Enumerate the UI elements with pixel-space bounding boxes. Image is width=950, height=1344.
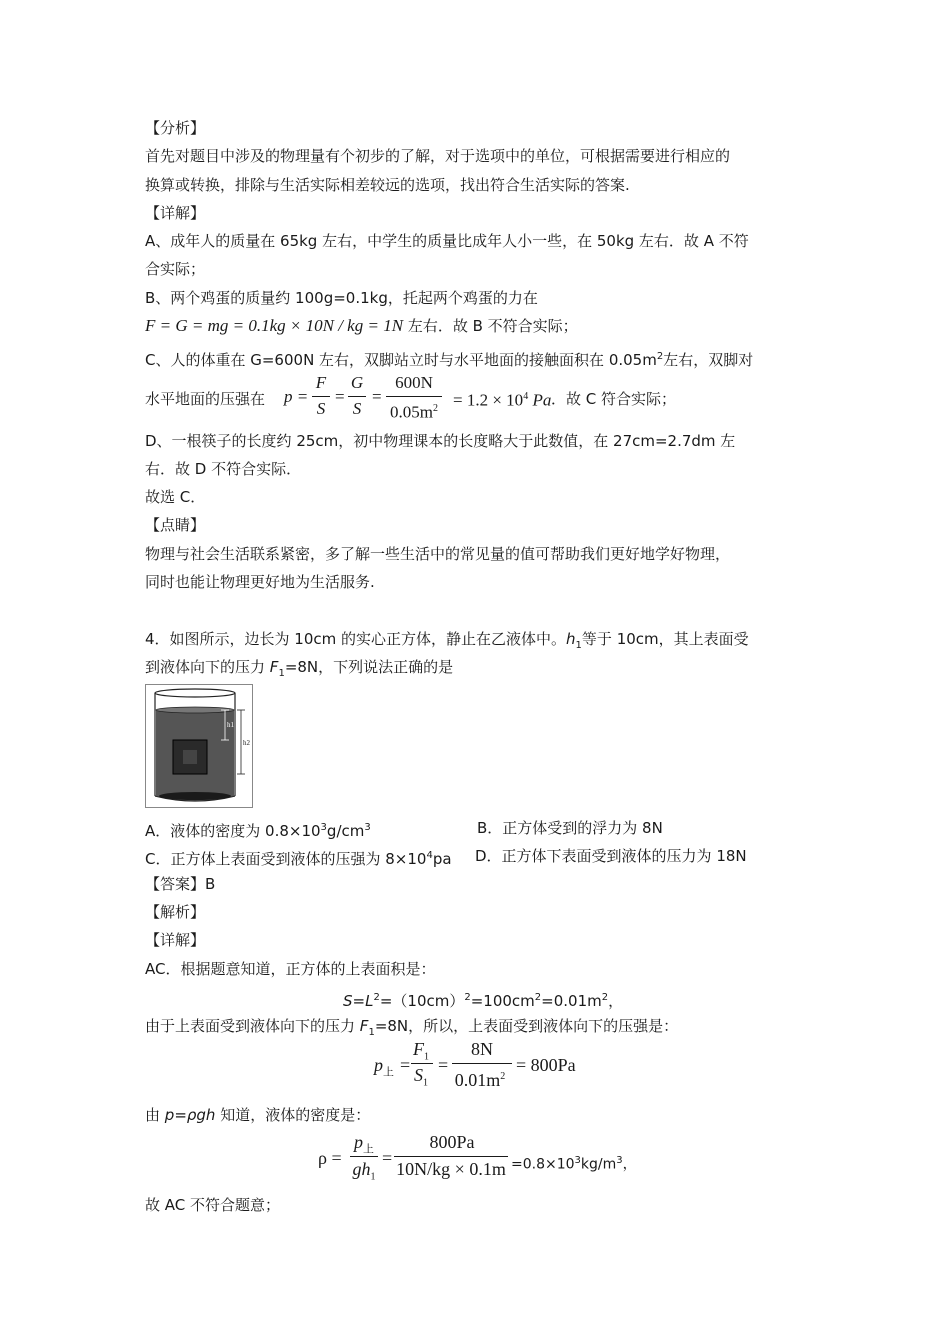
- weight-formula: F = G = mg = 0.1kg × 10N / kg = 1N: [145, 316, 404, 335]
- eq1-p: $p_上$: [374, 1055, 394, 1079]
- eq2-den: 10N/kg × 0.1m: [396, 1159, 506, 1179]
- option-b-tail: 左右．故 B 不符合实际；: [407, 317, 578, 335]
- pressure-result: = $1.2 \times 10^4$ Pa: [453, 390, 552, 410]
- answer-label: 【答案】B: [145, 875, 216, 893]
- beaker-cube-figure: [145, 684, 253, 808]
- option-c-tail: ．故 C 符合实际；: [551, 390, 677, 408]
- frac-bar: [411, 1063, 433, 1064]
- eq2-p-num: $p_上$: [354, 1132, 374, 1156]
- option-b: B．正方体受到的浮力为 8N: [477, 819, 663, 837]
- question-4-line-1: 4．如图所示，边长为 10cm 的实心正方体，静止在乙液体中。$h_1$等于 10cm，其上表面受: [145, 630, 749, 651]
- option-a-line-2: 合实际；: [145, 260, 206, 278]
- eq1-s-den: $S_1$: [414, 1065, 428, 1089]
- label-h1: h1: [227, 721, 234, 729]
- option-b-line-2: [145, 316, 578, 336]
- frac-bar: [350, 1156, 378, 1157]
- dianjing-line-1: 物理与社会生活联系紧密，多了解一些生活中的常见量的值可帮助我们更好地学好物理，: [145, 545, 731, 563]
- option-d: D．正方体下表面受到液体的压力为 18N: [475, 847, 747, 865]
- frac-f-num: F: [315, 373, 327, 392]
- conclusion-line: 故 AC 不符合题意；: [145, 1196, 281, 1214]
- area-equation: $S=L^2=(10cm)^2=100cm^2=0.01m^2$，: [343, 992, 624, 1010]
- eq1-result: = 800Pa: [516, 1055, 576, 1075]
- option-c-line-2-pre: 水平地面的压强在: [145, 390, 266, 408]
- eq1-001m-den: $0.01m^2$: [454, 1070, 506, 1090]
- answer-line: 故选 C．: [145, 488, 206, 506]
- frac-005m-den: $0.05m^2$: [390, 402, 438, 422]
- option-d-line-2: 右．故 D 不符合实际．: [145, 460, 302, 478]
- option-d-line-1: D、一根筷子的长度约 25cm，初中物理课本的长度略大于此数值，在 27cm=2.7dm 左: [145, 432, 736, 450]
- option-c: C．正方体上表面受到液体的压强为 $8\times 10^4pa$: [145, 850, 452, 868]
- eq2-rho: ρ =: [318, 1148, 342, 1168]
- pressure-p: p =: [284, 387, 309, 406]
- frac-bar: [312, 396, 330, 397]
- frac-bar: [394, 1156, 508, 1157]
- ac-line: AC．根据题意知道，正方体的上表面积是：: [145, 960, 436, 978]
- frac-bar: [452, 1063, 512, 1064]
- frac-g-num: G: [350, 373, 364, 392]
- eq2-800pa-num: 800Pa: [429, 1132, 475, 1152]
- xiangjie-heading-2: 【详解】: [145, 931, 206, 949]
- option-a-line-1: A、成年人的质量在 65kg 左右，中学生的质量比成年人小一些，在 50kg 左右．故 A 不符: [145, 232, 749, 250]
- fenxi-heading: 【分析】: [145, 119, 206, 137]
- fenxi-line-2: 换算或转换，排除与生活实际相差较远的选项，找出符合生活实际的答案.: [145, 176, 630, 194]
- fenxi-line-1: 首先对题目中涉及的物理量有个初步的了解，对于选项中的单位，可根据需要进行相应的: [145, 147, 731, 165]
- eq2-gh-den: $gh_1$: [352, 1159, 376, 1183]
- option-a: A．液体的密度为 $0.8\times 10^3g/cm^3$: [145, 822, 371, 840]
- frac-s-den: S: [316, 399, 326, 418]
- dianjing-heading: 【点睛】: [145, 516, 206, 534]
- question-4-line-2: 到液体向下的压力 $F_1=8N$，下列说法正确的是: [145, 658, 454, 679]
- pressure-intro-line: 由于上表面受到液体向下的压力 $F_1=8N$，所以，上表面受到液体向下的压强是：: [145, 1017, 679, 1038]
- label-h2: h2: [243, 739, 250, 747]
- jiexi-heading: 【解析】: [145, 903, 206, 921]
- dianjing-line-2: 同时也能让物理更好地为生活服务.: [145, 573, 375, 591]
- frac-bar: [386, 396, 442, 397]
- frac-s2-den: S: [352, 399, 362, 418]
- option-b-line-1: B、两个鸡蛋的质量约 100g=0.1kg，托起两个鸡蛋的力在: [145, 289, 538, 307]
- density-intro-line: 由 p=ρgh 知道，液体的密度是：: [145, 1106, 371, 1124]
- document-page: 【分析】 首先对题目中涉及的物理量有个初步的了解，对于选项中的单位，可根据需要进行相应的 换算或转换，排除与生活实际相差较远的选项，找出符合生活实际的答案. 【详解】 A、成年人的质量在 65kg 左右，中学生的质量比成年人小一些，在 50kg 左右．故 A 不符 合实际； B、两个鸡蛋的质量约 100g=0.1kg，托起两个鸡蛋的力在 F = G = mg = 0.1kg × 10N / kg = 1N 左右．故 B 不符合实际； C、人的体重在 G=600N 左右，双脚站立时与水平地面的接触面积在 $0.05m^2$左右，双脚对 水平地面的压强在 p = F S = G S = 600N $0.05m^2$ = $1.2 \times 10^4$ Pa ．故 C 符合实际； D、一根筷子的长度约 25cm，初中物理课本的长度略大于此数值，在 27cm=2.7dm 左 右．故 D 不符合实际． 故选 C． 【点睛】 物理与社会生活联系紧密，多了解一些生活中的常见量的值可帮助我们更好地学好物理， 同时也能让物理更好地为生活服务. 4．如图所示，边长为 10cm 的实心正方体，静止在乙液体中。$h_1$等于 10cm，其上表面受 到液体向下的压力 $F_1=8N$，下列说法正确的是 h1 h2 A．液体的密度为 $0.8\times 10^3g/cm^3$ B．正方体受到的浮力为 8N C．正方体上表面受到液体的压强为 $8\times 10^4pa$ D．正方体下表面受到液体的压力为 18N 【答案】B 【解析】 【详解】 AC．根据题意知道，正方体的上表面积是： $S=L^2=(10cm)^2=100cm^2=0.01m^2$， 由于上表面受到液体向下的压力 $F_1=8N$，所以，上表面受到液体向下的压强是： $p_上$ = $F_1$ $S_1$ = 8N $0.01m^2$ = 800Pa 由 p=ρgh 知道，液体的密度是： ρ = $p_上$ $gh_1$ = 800Pa 10N/kg × 0.1m $=0.8\times 10^3kg/m^3$， 故 AC 不符合题意；: [145, 119, 754, 1214]
- option-c-line-1: C、人的体重在 G=600N 左右，双脚站立时与水平地面的接触面积在 $0.05m^2$左右，双脚对: [145, 351, 754, 369]
- frac-bar: [348, 396, 366, 397]
- eq1-8n-num: 8N: [471, 1039, 493, 1059]
- eq1-f-num: $F_1$: [413, 1039, 429, 1063]
- xiangjie-heading: 【详解】: [145, 204, 206, 222]
- frac-600n-num: 600N: [395, 373, 433, 392]
- eq2-result: $=0.8\times 10^3kg/m^3$，: [511, 1155, 637, 1173]
